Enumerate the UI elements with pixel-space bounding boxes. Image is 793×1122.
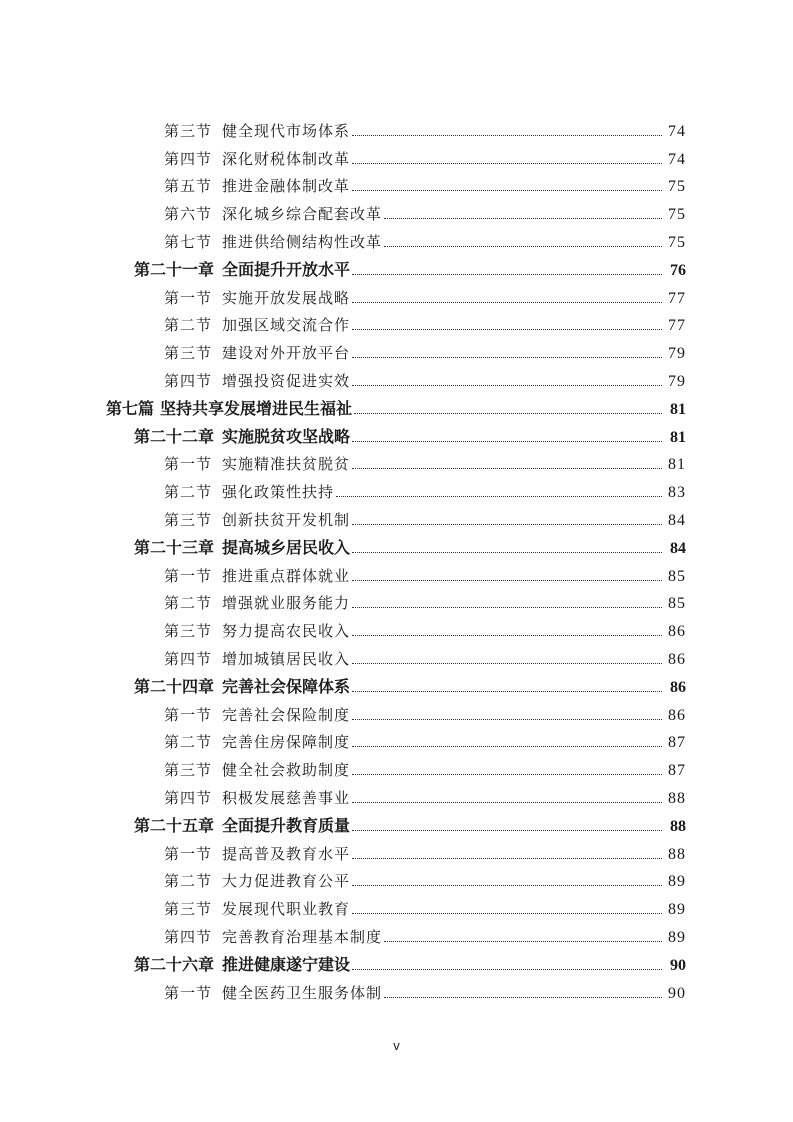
toc-entry-number: 第一节 [164, 844, 213, 863]
toc-entry-title: 建设对外开放平台 [222, 344, 351, 363]
dot-leader [352, 635, 662, 636]
toc-entry-page: 89 [668, 873, 686, 891]
toc-entry-title: 全面提升开放水平 [222, 259, 351, 279]
dot-leader [352, 802, 662, 803]
toc-entry-label [134, 674, 350, 697]
toc-entry-number: 第一节 [164, 455, 213, 474]
toc-entry-number: 第三节 [164, 510, 213, 529]
toc-entry-number: 第二节 [164, 872, 213, 891]
dot-leader [352, 774, 662, 775]
page-number-footer: v [393, 1038, 400, 1053]
toc-entry-title: 推进供给侧结构性改革 [222, 232, 383, 251]
toc-entry-number: 第一节 [164, 983, 213, 1002]
toc-entry-title: 推进健康遂宁建设 [222, 954, 351, 974]
dot-leader [352, 969, 662, 970]
toc-entry-page: 77 [668, 289, 686, 307]
toc-entry-title: 加强区域交流合作 [222, 316, 351, 335]
toc-entry-page: 84 [670, 539, 686, 557]
toc-entry-label [164, 453, 350, 474]
dot-leader [336, 496, 662, 497]
toc-entry-number: 第四节 [164, 927, 213, 946]
toc-entry-number: 第三节 [164, 761, 213, 780]
toc-entry-number: 第三节 [164, 622, 213, 641]
toc-entry-label [164, 287, 350, 308]
toc-entry-chapter[interactable] [0, 533, 793, 561]
toc-entry-section[interactable] [0, 839, 793, 867]
toc-entry-section[interactable] [0, 505, 793, 533]
toc-entry-section[interactable] [0, 227, 793, 255]
table-of-contents [0, 116, 793, 1006]
dot-leader [352, 135, 662, 136]
dot-leader [352, 691, 662, 692]
toc-entry-section[interactable] [0, 783, 793, 811]
dot-leader [352, 830, 662, 831]
toc-entry-section[interactable] [0, 755, 793, 783]
toc-entry-number: 第四节 [164, 371, 213, 390]
toc-entry-page: 75 [668, 233, 686, 251]
toc-entry-page: 74 [668, 150, 686, 168]
toc-entry-section[interactable] [0, 867, 793, 895]
toc-entry-title: 推进重点群体就业 [222, 566, 351, 585]
toc-entry-title: 深化城乡综合配套改革 [222, 205, 383, 224]
toc-entry-section[interactable] [0, 283, 793, 311]
toc-entry-section[interactable] [0, 922, 793, 950]
toc-entry-title: 增加城镇居民收入 [222, 649, 351, 668]
toc-entry-label [164, 342, 350, 363]
toc-entry-label [164, 620, 350, 641]
dot-leader [352, 663, 662, 664]
toc-entry-title: 增强就业服务能力 [222, 594, 351, 613]
dot-leader [352, 885, 662, 886]
toc-entry-label [164, 592, 350, 613]
toc-entry-section[interactable] [0, 450, 793, 478]
toc-entry-section[interactable] [0, 311, 793, 339]
toc-entry-label [134, 257, 350, 280]
toc-entry-page: 87 [668, 762, 686, 780]
toc-entry-section[interactable] [0, 978, 793, 1006]
toc-entry-label [164, 509, 350, 530]
toc-entry-title: 健全医药卫生服务体制 [222, 983, 383, 1002]
toc-entry-number: 第二十三章 [134, 537, 215, 557]
toc-entry-number: 第二节 [164, 316, 213, 335]
toc-entry-section[interactable] [0, 366, 793, 394]
toc-entry-title: 完善住房保障制度 [222, 733, 351, 752]
toc-entry-section[interactable] [0, 172, 793, 200]
toc-entry-label [164, 203, 382, 224]
toc-entry-title: 实施脱贫攻坚战略 [222, 426, 351, 446]
toc-entry-chapter[interactable] [0, 255, 793, 283]
toc-entry-title: 健全社会救助制度 [222, 761, 351, 780]
toc-entry-label [164, 759, 350, 780]
toc-entry-label [164, 120, 350, 141]
toc-entry-part[interactable] [0, 394, 793, 422]
dot-leader [352, 524, 662, 525]
toc-entry-page: 90 [670, 956, 686, 974]
dot-leader [352, 385, 662, 386]
toc-entry-title: 完善教育治理基本制度 [222, 927, 383, 946]
toc-entry-page: 76 [670, 261, 686, 279]
toc-entry-number: 第二十六章 [134, 954, 215, 974]
toc-entry-title: 增强投资促进实效 [222, 371, 351, 390]
toc-entry-page: 81 [668, 456, 686, 474]
toc-entry-page: 79 [668, 345, 686, 363]
toc-entry-title: 提高城乡居民收入 [222, 537, 351, 557]
toc-entry-page: 84 [668, 511, 686, 529]
toc-entry-page: 86 [668, 706, 686, 724]
toc-entry-number: 第二十一章 [134, 259, 215, 279]
toc-entry-chapter[interactable] [0, 672, 793, 700]
toc-entry-label [164, 787, 350, 808]
dot-leader [352, 163, 662, 164]
toc-entry-label [164, 704, 350, 725]
dot-leader [352, 190, 662, 191]
toc-entry-section[interactable] [0, 561, 793, 589]
toc-entry-label [134, 535, 350, 558]
toc-entry-label [134, 813, 350, 836]
toc-entry-title: 积极发展慈善事业 [222, 788, 351, 807]
toc-entry-title: 努力提高农民收入 [222, 622, 351, 641]
dot-leader [352, 607, 662, 608]
toc-entry-title: 强化政策性扶持 [222, 483, 335, 502]
toc-entry-number: 第二十二章 [134, 426, 215, 446]
toc-entry-label [164, 175, 350, 196]
toc-entry-label [164, 314, 350, 335]
toc-entry-section[interactable] [0, 199, 793, 227]
toc-entry-label [164, 843, 350, 864]
toc-entry-page: 81 [670, 400, 686, 418]
dot-leader [352, 302, 662, 303]
dot-leader [352, 746, 662, 747]
toc-entry-number: 第三节 [164, 121, 213, 140]
toc-entry-number: 第二十四章 [134, 676, 215, 696]
toc-entry-page: 74 [668, 122, 686, 140]
toc-entry-page: 89 [668, 928, 686, 946]
toc-entry-number: 第一节 [164, 288, 213, 307]
toc-entry-title: 健全现代市场体系 [222, 121, 351, 140]
toc-entry-section[interactable] [0, 728, 793, 756]
toc-entry-chapter[interactable] [0, 950, 793, 978]
toc-entry-label [164, 481, 334, 502]
toc-entry-page: 75 [668, 206, 686, 224]
toc-entry-page: 86 [668, 650, 686, 668]
toc-entry-title: 实施开放发展战略 [222, 288, 351, 307]
dot-leader [352, 913, 662, 914]
toc-entry-title: 提高普及教育水平 [222, 844, 351, 863]
toc-entry-number: 第四节 [164, 649, 213, 668]
toc-entry-label [164, 565, 350, 586]
toc-entry-title: 完善社会保险制度 [222, 705, 351, 724]
dot-leader [352, 858, 662, 859]
toc-entry-label [164, 898, 350, 919]
toc-entry-page: 90 [668, 984, 686, 1002]
toc-entry-section[interactable] [0, 338, 793, 366]
toc-entry-number: 第一节 [164, 566, 213, 585]
toc-entry-page: 86 [668, 623, 686, 641]
toc-entry-section[interactable] [0, 589, 793, 617]
dot-leader [384, 997, 662, 998]
toc-entry-label [164, 870, 350, 891]
toc-entry-page: 89 [668, 901, 686, 919]
dot-leader [354, 413, 662, 414]
toc-entry-page: 75 [668, 178, 686, 196]
toc-entry-number: 第二节 [164, 483, 213, 502]
toc-entry-number: 第七节 [164, 232, 213, 251]
toc-entry-label [164, 731, 350, 752]
toc-entry-section[interactable] [0, 644, 793, 672]
toc-entry-number: 第六节 [164, 205, 213, 224]
toc-entry-section[interactable] [0, 894, 793, 922]
dot-leader [384, 246, 662, 247]
toc-entry-title: 全面提升教育质量 [222, 815, 351, 835]
dot-leader [352, 552, 662, 553]
toc-entry-page: 79 [668, 372, 686, 390]
toc-entry-title: 坚持共享发展增进民生福祉 [160, 398, 353, 418]
toc-entry-number: 第二十五章 [134, 815, 215, 835]
toc-entry-number: 第四节 [164, 788, 213, 807]
toc-entry-label [164, 648, 350, 669]
toc-entry-number: 第二节 [164, 594, 213, 613]
toc-entry-label [164, 926, 382, 947]
toc-entry-title: 完善社会保障体系 [222, 676, 351, 696]
toc-entry-page: 85 [668, 567, 686, 585]
toc-entry-title: 推进金融体制改革 [222, 177, 351, 196]
toc-entry-number: 第五节 [164, 177, 213, 196]
toc-entry-title: 大力促进教育公平 [222, 872, 351, 891]
toc-entry-label [164, 231, 382, 252]
dot-leader [384, 941, 662, 942]
toc-entry-label [134, 424, 350, 447]
toc-entry-label [134, 952, 350, 975]
dot-leader [352, 468, 662, 469]
toc-entry-page: 87 [668, 734, 686, 752]
toc-entry-label [164, 370, 350, 391]
toc-entry-page: 83 [668, 484, 686, 502]
toc-entry-title: 创新扶贫开发机制 [222, 510, 351, 529]
toc-entry-section[interactable] [0, 116, 793, 144]
toc-entry-page: 86 [670, 678, 686, 696]
dot-leader [352, 441, 662, 442]
dot-leader [352, 357, 662, 358]
toc-entry-label [164, 148, 350, 169]
toc-entry-title: 深化财税体制改革 [222, 149, 351, 168]
toc-entry-number: 第三节 [164, 900, 213, 919]
toc-entry-page: 77 [668, 317, 686, 335]
toc-entry-page: 81 [670, 428, 686, 446]
toc-entry-number: 第二节 [164, 733, 213, 752]
dot-leader [352, 274, 662, 275]
toc-entry-number: 第七篇 [106, 398, 155, 418]
toc-entry-section[interactable] [0, 144, 793, 172]
dot-leader [352, 719, 662, 720]
dot-leader [384, 218, 662, 219]
dot-leader [352, 580, 662, 581]
toc-entry-section[interactable] [0, 700, 793, 728]
toc-entry-number: 第三节 [164, 344, 213, 363]
toc-entry-section[interactable] [0, 616, 793, 644]
toc-entry-label [164, 982, 382, 1003]
toc-entry-chapter[interactable] [0, 811, 793, 839]
toc-entry-section[interactable] [0, 477, 793, 505]
toc-entry-number: 第四节 [164, 149, 213, 168]
toc-entry-title: 实施精准扶贫脱贫 [222, 455, 351, 474]
dot-leader [352, 329, 662, 330]
toc-entry-label [106, 396, 352, 419]
toc-entry-page: 88 [668, 789, 686, 807]
toc-entry-page: 88 [670, 817, 686, 835]
toc-entry-number: 第一节 [164, 705, 213, 724]
toc-entry-page: 85 [668, 595, 686, 613]
toc-entry-chapter[interactable] [0, 422, 793, 450]
toc-entry-title: 发展现代职业教育 [222, 900, 351, 919]
toc-entry-page: 88 [668, 845, 686, 863]
